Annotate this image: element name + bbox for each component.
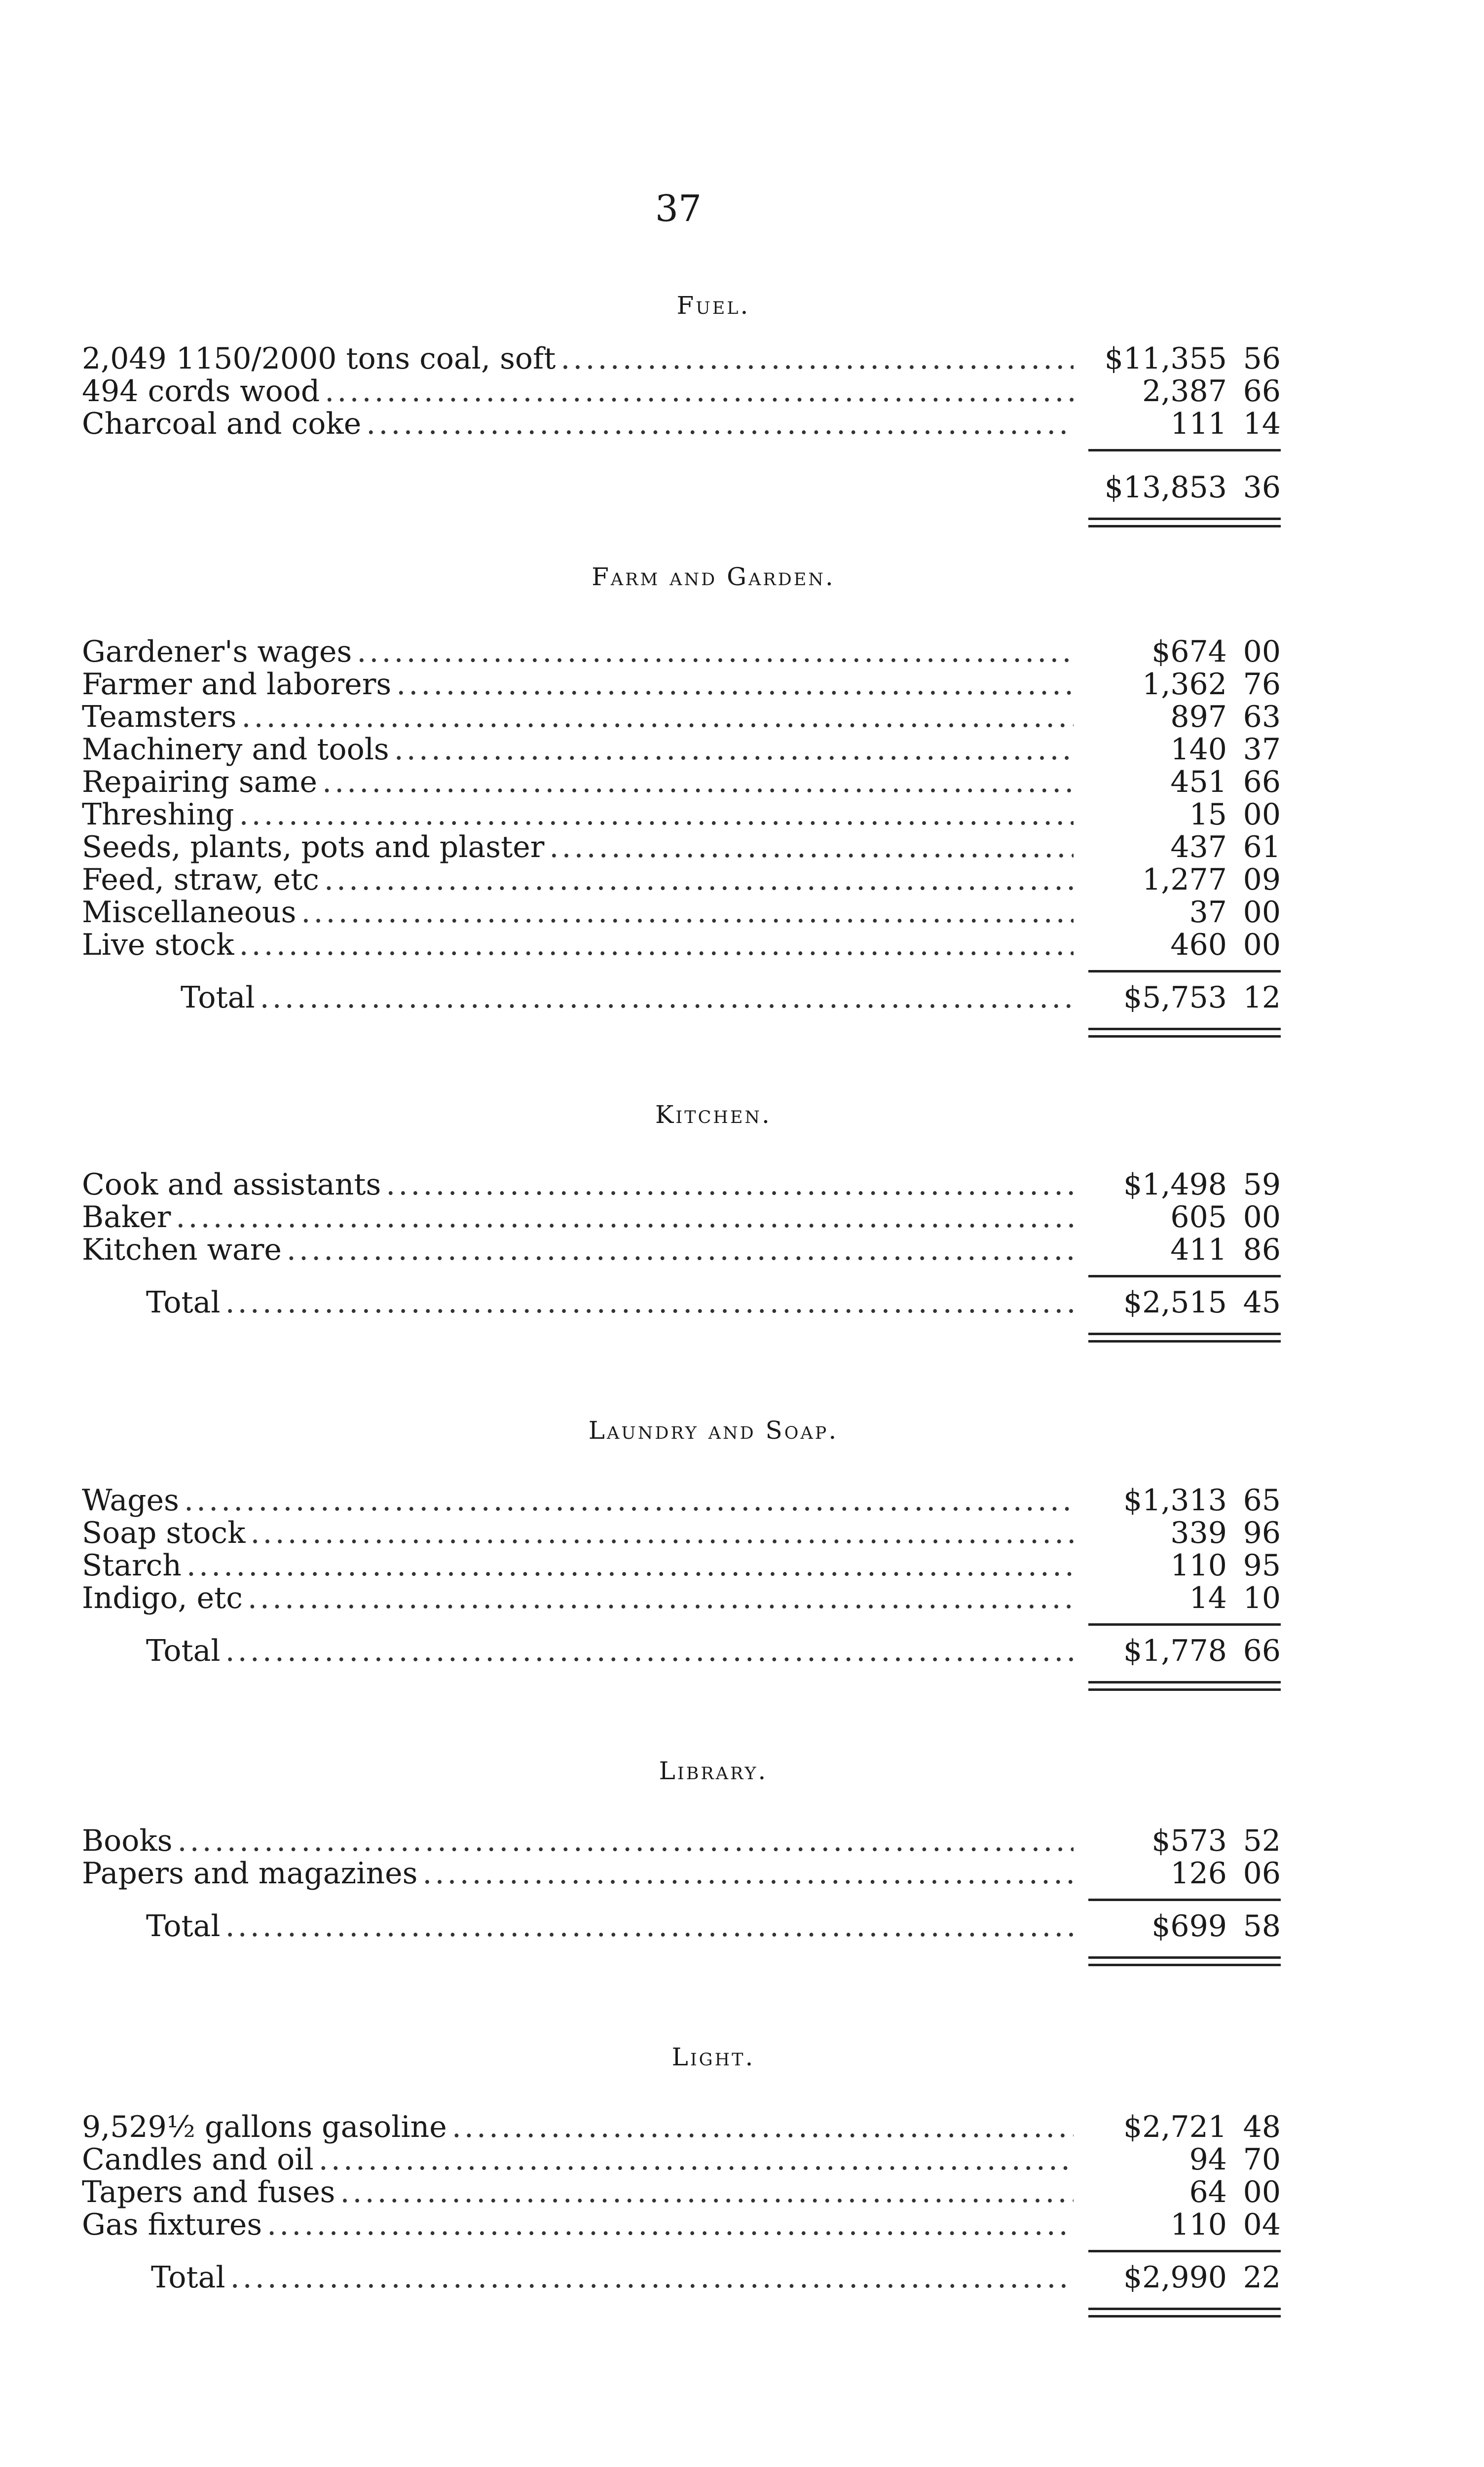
double-rule (1088, 1333, 1281, 1343)
line-item (82, 2111, 1281, 2143)
line-item (82, 635, 1281, 668)
line-item (82, 1234, 1281, 1266)
item-amount: 2,387 66 (1142, 374, 1281, 409)
line-item (82, 1168, 1281, 1201)
section-library (82, 1757, 1281, 1966)
item-amount: 37 00 (1189, 895, 1281, 930)
item-amount: $1,313 65 (1123, 1483, 1281, 1518)
double-rule (1088, 1681, 1281, 1691)
section-title: Fuel. (676, 291, 750, 320)
total-rule (1088, 970, 1281, 972)
section-title: Farm and Garden. (592, 562, 835, 591)
total-rule (1088, 1623, 1281, 1626)
item-amount: $11,355 56 (1104, 341, 1281, 376)
item-amount: 605 00 (1170, 1200, 1281, 1234)
line-item (82, 1517, 1281, 1549)
line-item (82, 2176, 1281, 2208)
item-label: Live stock (82, 928, 234, 962)
total-row (82, 1286, 1281, 1319)
item-amount: 437 61 (1170, 830, 1281, 864)
item-label: Indigo, etc (82, 1581, 243, 1615)
item-amount: 64 00 (1189, 2175, 1281, 2209)
line-item (82, 701, 1281, 733)
section-fuel (82, 291, 1281, 527)
item-label: Gardener's wages (82, 635, 352, 669)
item-amount: 339 96 (1170, 1516, 1281, 1550)
total-row (82, 471, 1281, 504)
total-row (82, 981, 1281, 1014)
line-item (82, 1857, 1281, 1890)
item-amount: $573 52 (1151, 1824, 1281, 1858)
item-label: Starch (82, 1548, 182, 1583)
line-item (82, 733, 1281, 766)
total-amount: $13,853 36 (1104, 470, 1281, 505)
item-label: Teamsters (82, 700, 237, 734)
total-label: Total (151, 2260, 225, 2295)
item-label: Soap stock (82, 1516, 246, 1550)
line-item (82, 863, 1281, 896)
total-rule (1088, 2250, 1281, 2252)
item-label: Papers and magazines (82, 1856, 418, 1891)
line-item (82, 1484, 1281, 1517)
item-label: Farmer and laborers (82, 667, 392, 702)
section-light (82, 2043, 1281, 2317)
item-label: Machinery and tools (82, 732, 389, 767)
section-laundry-and-soap (82, 1416, 1281, 1691)
item-label: Cook and assistants (82, 1167, 381, 1202)
total-label: Total (181, 980, 255, 1015)
section-title: Laundry and Soap. (588, 1416, 839, 1445)
item-amount: 411 86 (1170, 1233, 1281, 1267)
total-row (82, 1635, 1281, 1667)
item-amount: $674 00 (1151, 635, 1281, 669)
double-rule (1088, 1956, 1281, 1966)
item-label: Tapers and fuses (82, 2175, 335, 2209)
item-label: Kitchen ware (82, 1233, 282, 1267)
item-amount: 94 70 (1189, 2142, 1281, 2177)
item-amount: 111 14 (1170, 407, 1281, 441)
section-title: Light. (671, 2043, 755, 2071)
item-amount: 14 10 (1189, 1581, 1281, 1615)
line-item (82, 668, 1281, 701)
double-rule (1088, 1028, 1281, 1038)
item-amount: 110 95 (1170, 1548, 1281, 1583)
page-number: 37 (655, 187, 702, 230)
item-label: Repairing same (82, 765, 318, 799)
total-amount: $2,990 22 (1123, 2260, 1281, 2295)
line-item (82, 1825, 1281, 1857)
section-title: Library. (659, 1757, 768, 1785)
item-amount: 1,362 76 (1142, 667, 1281, 702)
total-rule (1088, 1899, 1281, 1901)
item-label: Threshing (82, 797, 234, 832)
line-item (82, 342, 1281, 375)
line-item (82, 2208, 1281, 2241)
section-farm-and-garden (82, 562, 1281, 1038)
line-item (82, 2143, 1281, 2176)
item-amount: 1,277 09 (1142, 862, 1281, 897)
line-item (82, 798, 1281, 831)
double-rule (1088, 518, 1281, 527)
total-row (82, 1910, 1281, 1943)
item-amount: 126 06 (1170, 1856, 1281, 1891)
item-label: 2,049 1150/2000 tons coal, soft (82, 341, 556, 376)
item-label: 9,529½ gallons gasoline (82, 2110, 447, 2144)
total-row (82, 2261, 1281, 2294)
item-label: Candles and oil (82, 2142, 314, 2177)
line-item (82, 831, 1281, 863)
item-label: Wages (82, 1483, 179, 1518)
item-amount: 140 37 (1170, 732, 1281, 767)
line-item (82, 1582, 1281, 1614)
line-item (82, 408, 1281, 440)
total-label: Total (146, 1634, 221, 1668)
total-rule (1088, 449, 1281, 451)
section-title: Kitchen. (655, 1100, 772, 1129)
line-item (82, 766, 1281, 798)
item-label: Miscellaneous (82, 895, 297, 930)
item-amount: 15 00 (1189, 797, 1281, 832)
line-item (82, 896, 1281, 929)
line-item (82, 1549, 1281, 1582)
item-label: 494 cords wood (82, 374, 320, 409)
line-item (82, 375, 1281, 408)
item-label: Gas fixtures (82, 2207, 262, 2242)
item-label: Books (82, 1824, 173, 1858)
item-amount: 897 63 (1170, 700, 1281, 734)
item-label: Feed, straw, etc (82, 862, 319, 897)
item-label: Seeds, plants, pots and plaster (82, 830, 545, 864)
item-label: Baker (82, 1200, 171, 1234)
item-amount: $1,498 59 (1123, 1167, 1281, 1202)
line-item (82, 929, 1281, 961)
total-label: Total (146, 1909, 221, 1944)
item-amount: 451 66 (1170, 765, 1281, 799)
item-amount: $2,721 48 (1123, 2110, 1281, 2144)
line-item (82, 1201, 1281, 1234)
total-amount: $2,515 45 (1123, 1285, 1281, 1320)
item-amount: 110 04 (1170, 2207, 1281, 2242)
section-kitchen (82, 1100, 1281, 1343)
item-amount: 460 00 (1170, 928, 1281, 962)
total-rule (1088, 1275, 1281, 1277)
total-amount: $1,778 66 (1123, 1634, 1281, 1668)
total-amount: $699 58 (1151, 1909, 1281, 1944)
double-rule (1088, 2308, 1281, 2317)
total-amount: $5,753 12 (1123, 980, 1281, 1015)
item-label: Charcoal and coke (82, 407, 362, 441)
total-label: Total (146, 1285, 221, 1320)
